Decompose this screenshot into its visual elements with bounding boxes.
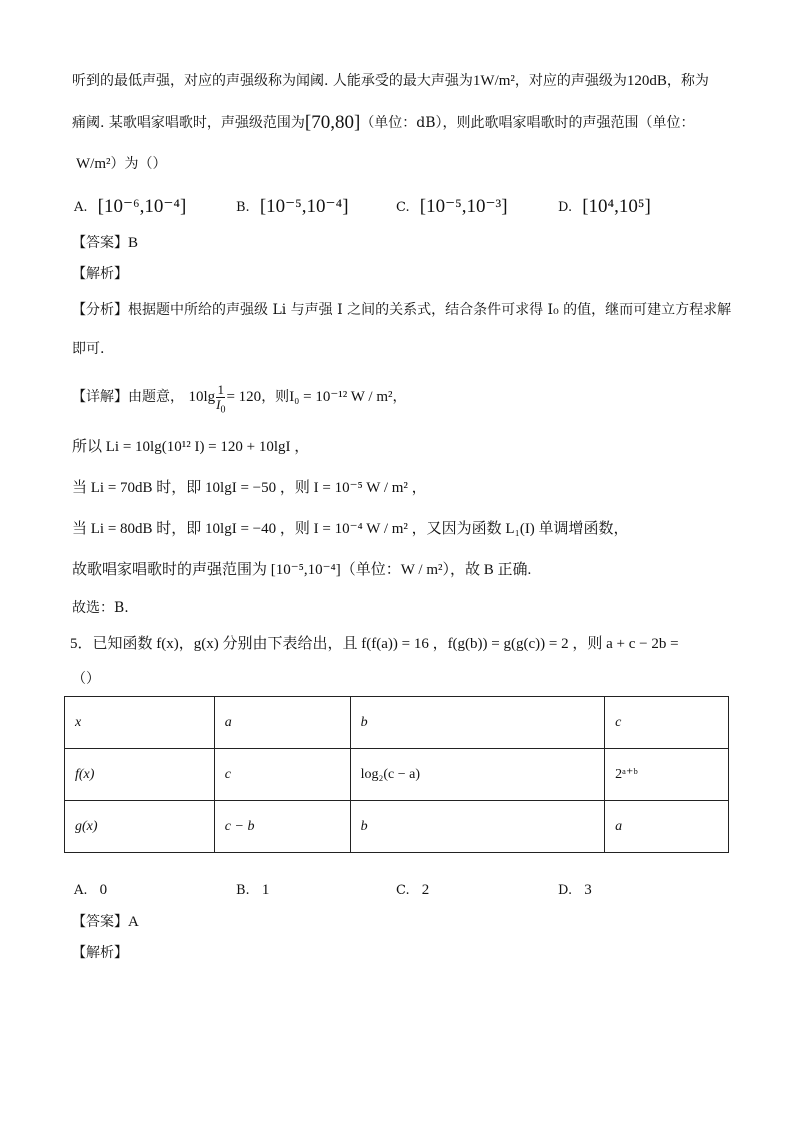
table-cell: g(x) [65, 801, 215, 853]
answer-tag: 【答案】 [72, 914, 128, 930]
detail-text: 由题意， [128, 388, 184, 405]
option-value: [10⁻⁶,10⁻⁴] [97, 196, 187, 217]
q5-function-table [64, 696, 729, 853]
q4-detail-line-3: 当 Li = 70dB 时，即 10lgI = −50 ，则 I = 10⁻⁵ W / m² ， [72, 480, 427, 496]
answer-value: A [128, 914, 139, 930]
table-cell: 2ᵃ⁺ᵇ [605, 749, 729, 801]
option-label: B. [236, 883, 250, 898]
q4-detail-line-1 [72, 382, 407, 416]
fenxi-text-2: 即可. [72, 341, 105, 357]
table-cell: b [350, 801, 605, 853]
option-value: 1 [261, 882, 270, 898]
option-label: D. [558, 200, 573, 215]
q4-db-value: 120dB [626, 73, 667, 89]
q4-unit: W/m² [76, 156, 111, 172]
q4-detail-line-5: 故歌唱家唱歌时的声强范围为 [10⁻⁵,10⁻⁴]（单位：W / m²），故 B 正确. [72, 562, 532, 578]
q4-option-b [236, 196, 349, 218]
option-value: [10⁴,10⁵] [582, 196, 651, 217]
answer-value: B [128, 235, 139, 251]
answer-tag: 【答案】 [72, 235, 128, 251]
q4-stem-text-2: ，对应的声强级为 [514, 73, 627, 89]
q4-stem-line-2 [72, 112, 695, 133]
q4-fenxi-line-2 [72, 339, 104, 359]
table-cell: a [605, 801, 729, 853]
detail-tag: 【详解】 [72, 388, 128, 405]
table-row [65, 697, 729, 749]
table-cell: log₂(c − a) [350, 749, 605, 801]
q5-stem-line-2: （） [72, 671, 100, 687]
table-cell: f(x) [65, 749, 215, 801]
q4-stem-line-1 [72, 71, 709, 91]
q5-option-c [396, 880, 429, 901]
q4-option-c [396, 196, 508, 218]
q5-answer [72, 912, 139, 932]
analysis-tag: 【解析】 [72, 945, 128, 961]
detail-text-2: ，则 [261, 388, 290, 405]
q4-stem-line-3 [76, 154, 167, 174]
detail-text-3: ， [392, 388, 407, 405]
option-value: [10⁻⁵,10⁻³] [419, 196, 508, 217]
q4-detail-line-2: 所以 Li = 10lg(10¹² I) = 120 + 10lgI ， [72, 439, 310, 455]
option-value: 0 [99, 882, 108, 898]
table-cell: c − b [214, 801, 350, 853]
option-label: C. [396, 883, 410, 898]
fenxi-tag: 【分析】 [72, 302, 128, 318]
q4-stem-text-6: ）为（） [110, 156, 167, 172]
option-value: 2 [421, 882, 430, 898]
detail-i0: I₀ = 10⁻¹² W / m² [289, 388, 393, 405]
q4-max-intensity: 1W/m² [472, 73, 515, 89]
q4-stem-text: 听到的最低声强，对应的声强级称为闻阈. 人能承受的最大声强为 [72, 73, 473, 89]
option-value: [10⁻⁵,10⁻⁴] [259, 196, 349, 217]
q4-fenxi-line-1 [72, 300, 731, 320]
option-value: 3 [584, 882, 592, 898]
fenxi-text: 根据题中所给的声强级 Li 与声强 I 之间的关系式，结合条件可求得 I₀ 的值，继而可建立方程求解 [128, 302, 732, 318]
q4-answer [72, 233, 138, 253]
q4-detail-line-4: 当 Li = 80dB 时，即 10lgI = −40 ，则 I = 10⁻⁴ W / m² ，又因为函数 L₁(I) 单调增函数， [72, 521, 629, 537]
analysis-tag: 【解析】 [72, 266, 128, 282]
q5-analysis-heading [72, 943, 128, 963]
detail-equation: 10lg $\frac{1}{I_0}$ = 120 [188, 382, 262, 416]
option-label: A. [74, 200, 88, 215]
q4-db-range: [70,80] [304, 112, 361, 133]
q5-option-b [236, 880, 269, 901]
table-row [65, 801, 729, 853]
option-label: D. [558, 883, 573, 898]
q5-stem-line-1: 5．已知函数 f(x)，g(x) 分别由下表给出，且 f(f(a)) = 16 ，f(g(b)) = g(g(c)) = 2 ，则 a + c − 2b = [70, 636, 679, 652]
option-label: B. [236, 200, 250, 215]
table-row [65, 749, 729, 801]
q4-detail-line-6: 故选：B. [72, 600, 129, 616]
q5-option-a [74, 880, 107, 901]
table-cell: x [65, 697, 215, 749]
q4-option-a [74, 196, 186, 218]
q4-stem-text-3: ，称为 [666, 73, 709, 89]
q4-analysis-heading [72, 264, 128, 284]
q4-stem-text-5: （单位：dB），则此歌唱家唱歌时的声强范围（单位： [360, 115, 695, 131]
q4-option-d [558, 196, 651, 218]
q5-option-d [558, 880, 592, 901]
option-label: A. [74, 883, 88, 898]
q4-stem-text-4: 痛阈. 某歌唱家唱歌时，声强级范围为 [72, 115, 305, 131]
table-cell: b [350, 697, 605, 749]
option-label: C. [396, 200, 410, 215]
table-cell: a [214, 697, 350, 749]
table-cell: c [214, 749, 350, 801]
table-cell: c [605, 697, 729, 749]
